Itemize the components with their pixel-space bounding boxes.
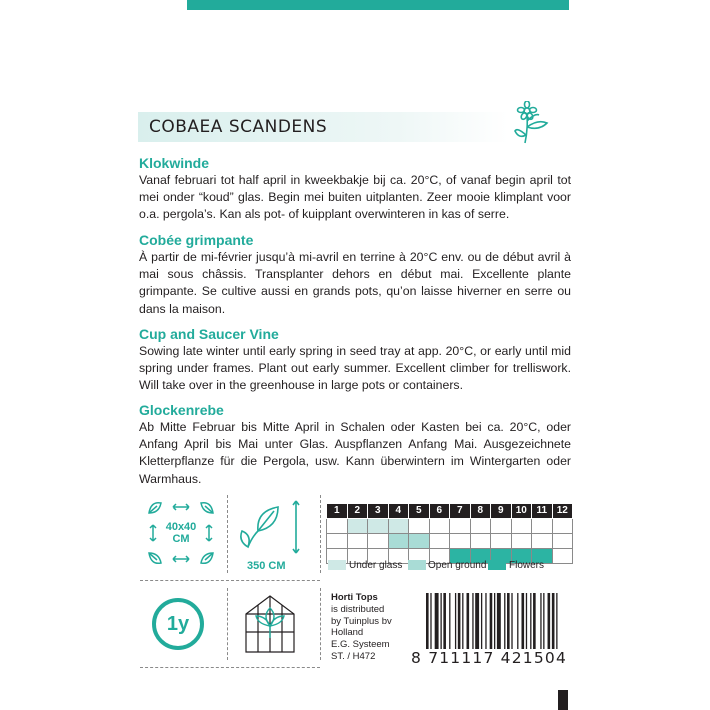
barcode — [426, 593, 562, 649]
calendar-cell-flowers — [552, 549, 573, 564]
section-german — [139, 401, 571, 488]
divider — [140, 667, 320, 668]
section-french — [139, 231, 571, 318]
calendar-cell-open-ground — [450, 534, 471, 549]
barcode-bar — [443, 593, 446, 649]
month-header: 9 — [491, 504, 512, 519]
barcode-bar — [485, 593, 486, 649]
page-title: COBAEA SCANDENS — [149, 117, 328, 137]
calendar-cell-open-ground — [327, 534, 348, 549]
barcode-bar — [511, 593, 512, 649]
calendar-cell-under-glass — [429, 519, 450, 534]
barcode-bar — [467, 593, 470, 649]
barcode-bar — [504, 593, 505, 649]
section-text: Vanaf februari tot half april in kweekbakje bij ca. 20°C, of vanaf begin april tot mei onder “koud” glas. Begin mei buiten uitplanten. Zeer mooie klimplant voor o.a. pergola’s. Kan als pot- of kuipplant overwinteren in kas of serre. — [139, 173, 571, 222]
section-text: Ab Mitte Februar bis Mitte April in Schalen oder Kasten bei ca. 20°C, oder Anfang April bis Mai unter Glas. Auspflanzen Anfang Mai. Ausgezeichnete Kletterpflanze für die Pergola, usw. Kann überwintern im Wintergarten oder Warmhaus. — [139, 420, 571, 486]
barcode-bar — [449, 593, 450, 649]
barcode-bar — [458, 593, 461, 649]
calendar-cell-open-ground — [532, 534, 553, 549]
month-header: 6 — [429, 504, 450, 519]
calendar-cell-under-glass — [511, 519, 532, 534]
calendar-cell-open-ground — [552, 534, 573, 549]
section-text: Sowing late winter until early spring in seed tray at app. 20°C, or early until mid spring under frames. Plant out early summer. Excellent climber for trelliswork. Will take over in the greenhouse in large pots or containers. — [139, 344, 571, 393]
month-header: 12 — [552, 504, 573, 519]
barcode-bar — [455, 593, 456, 649]
divider — [140, 580, 320, 581]
lifecycle-badge: 1y — [152, 598, 204, 650]
calendar-cell-open-ground — [368, 534, 389, 549]
barcode-bar — [517, 593, 518, 649]
barcode-bar — [526, 593, 527, 649]
barcode-bar — [540, 593, 541, 649]
plant-height-label: 350 CM — [247, 560, 286, 572]
spacing-unit: CM — [172, 533, 190, 545]
barcode-bar — [521, 593, 524, 649]
barcode-bar — [494, 593, 495, 649]
barcode-bar — [475, 593, 479, 649]
top-accent-bar — [187, 0, 569, 10]
calendar-cell-under-glass — [470, 519, 491, 534]
legend-flowers: Flowers — [509, 560, 545, 571]
spacing-value: 40x40 — [165, 521, 197, 533]
calendar-cell-under-glass — [368, 519, 389, 534]
calendar-cell-under-glass — [491, 519, 512, 534]
barcode-bar — [435, 593, 439, 649]
month-header: 10 — [511, 504, 532, 519]
month-header: 11 — [532, 504, 553, 519]
calendar-cell-under-glass — [409, 519, 430, 534]
barcode-bar — [548, 593, 551, 649]
barcode-bar — [472, 593, 473, 649]
month-header: 5 — [409, 504, 430, 519]
barcode-bar — [556, 593, 557, 649]
divider — [320, 588, 321, 660]
distributor-line: ST. / H472 — [331, 650, 376, 662]
section-english — [139, 325, 571, 395]
barcode-bar — [533, 593, 536, 649]
calendar-cell-under-glass — [347, 519, 368, 534]
calendar-cell-under-glass — [552, 519, 573, 534]
greenhouse-icon — [240, 590, 300, 656]
month-header: 2 — [347, 504, 368, 519]
legend-swatch-open-ground — [408, 560, 426, 570]
barcode-bar — [507, 593, 510, 649]
calendar-cell-under-glass — [450, 519, 471, 534]
month-header: 3 — [368, 504, 389, 519]
month-header: 4 — [388, 504, 409, 519]
calendar-cell-open-ground — [388, 534, 409, 549]
barcode-bar — [490, 593, 493, 649]
calendar-cell-under-glass — [388, 519, 409, 534]
legend-swatch-flowers — [488, 560, 506, 570]
calendar-cell-open-ground — [429, 534, 450, 549]
barcode-bar — [530, 593, 531, 649]
divider — [227, 495, 228, 573]
barcode-bar — [481, 593, 482, 649]
flower-icon — [513, 101, 555, 145]
distributor-info — [331, 592, 392, 663]
distributor-line: by Tuinplus bv — [331, 615, 392, 627]
calendar-cell-open-ground — [491, 534, 512, 549]
section-heading: Klokwinde — [139, 155, 210, 171]
section-text: À partir de mi-février jusqu’à mi-avril en terrine à 20°C env. ou de début avril à mai sous châssis. Transplanter dehors en début mai. Excellente plante grimpante. Se cultive aussi en grands pots, qu’on laisse hiverner en serre ou dans la maison. — [139, 250, 571, 316]
legend-open-ground: Open ground — [428, 560, 487, 571]
distributor-line: Holland — [331, 627, 364, 639]
barcode-bar — [430, 593, 431, 649]
legend-under-glass: Under glass — [349, 560, 403, 571]
divider — [227, 588, 228, 660]
print-mark — [558, 690, 568, 710]
plant-spacing-label — [161, 521, 201, 545]
calendar-cell-under-glass — [327, 519, 348, 534]
calendar-cell-under-glass — [532, 519, 553, 534]
barcode-bar — [543, 593, 544, 649]
section-heading: Cup and Saucer Vine — [139, 326, 279, 342]
plant-height-icon — [238, 497, 308, 557]
calendar-cell-open-ground — [409, 534, 430, 549]
legend-swatch-under-glass — [328, 560, 346, 570]
barcode-bar — [440, 593, 441, 649]
month-header: 7 — [450, 504, 471, 519]
distributor-line: is distributed — [331, 603, 385, 615]
section-dutch — [139, 154, 571, 224]
barcode-bar — [426, 593, 429, 649]
month-header: 8 — [470, 504, 491, 519]
calendar-cell-open-ground — [511, 534, 532, 549]
month-header: 1 — [327, 504, 348, 519]
divider — [320, 495, 321, 573]
section-heading: Glockenrebe — [139, 402, 224, 418]
barcode-bar — [462, 593, 463, 649]
barcode-number: 8 711117 421504 — [411, 649, 568, 667]
calendar-cell-open-ground — [470, 534, 491, 549]
calendar-cell-open-ground — [347, 534, 368, 549]
distributor-name: Horti Tops — [331, 592, 378, 603]
section-heading: Cobée grimpante — [139, 232, 254, 248]
distributor-line: E.G. Systeem — [331, 639, 390, 651]
barcode-bar — [552, 593, 555, 649]
sowing-calendar — [326, 503, 573, 564]
barcode-bar — [497, 593, 501, 649]
